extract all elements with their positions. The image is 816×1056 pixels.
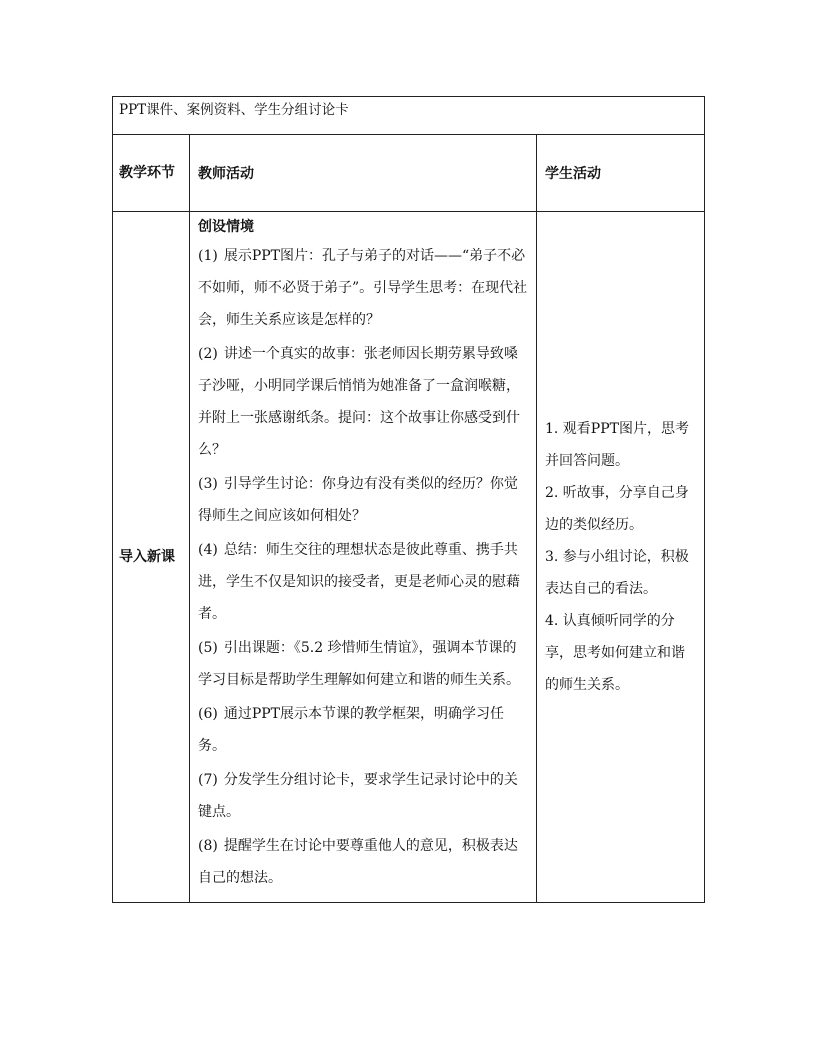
teacher-activity-item xyxy=(198,240,528,336)
item-number: (1) xyxy=(198,248,218,264)
header-stage: 教学环节 xyxy=(113,135,190,212)
teacher-activity-cell xyxy=(190,212,537,903)
student-activity-item: 1. 观看PPT图片，思考并回答问题。 xyxy=(545,421,689,469)
student-activity-item: 2. 听故事，分享自己身边的类似经历。 xyxy=(545,485,689,533)
item-text: 提醒学生在讨论中要尊重他人的意见，积极表达自己的想法。 xyxy=(198,838,518,886)
teacher-activity-item xyxy=(198,764,528,828)
teacher-activity-item xyxy=(198,468,528,532)
teacher-activity-item xyxy=(198,698,528,762)
teacher-activity-item xyxy=(198,338,528,466)
item-number: (5) xyxy=(198,640,218,656)
teacher-activity-item xyxy=(198,632,528,696)
item-number: (2) xyxy=(198,346,218,362)
section-title: 创设情境 xyxy=(198,219,254,235)
item-text: 分发学生分组讨论卡，要求学生记录讨论中的关键点。 xyxy=(198,772,518,820)
header-student-activity: 学生活动 xyxy=(537,135,705,212)
student-activity-list xyxy=(545,413,696,701)
item-text: 讲述一个真实的故事：张老师因长期劳累导致嗓子沙哑，小明同学课后悄悄为她准备了一盒润喉糖，并附上一张感谢纸条。提问：这个故事让你感受到什么？ xyxy=(198,346,520,458)
item-number: (7) xyxy=(198,772,218,788)
table-row xyxy=(113,212,705,903)
student-activity-item: 3. 参与小组讨论，积极表达自己的看法。 xyxy=(545,549,689,597)
item-text: 引导学生讨论：你身边有没有类似的经历？你觉得师生之间应该如何相处？ xyxy=(198,476,518,524)
item-text: 通过PPT展示本节课的教学框架，明确学习任务。 xyxy=(198,706,505,754)
teacher-activity-item xyxy=(198,830,528,894)
item-text: 引出课题：《5.2 珍惜师生情谊》，强调本节课的学习目标是帮助学生理解如何建立和谐的师生关系。 xyxy=(198,640,520,688)
materials-row xyxy=(113,97,705,135)
item-text: 展示PPT图片：孔子与弟子的对话——“弟子不必不如师，师不必贤于弟子”。引导学生思考：在现代社会，师生关系应该是怎样的？ xyxy=(198,248,528,328)
header-row xyxy=(113,135,705,212)
lesson-plan-table xyxy=(112,96,705,903)
item-number: (6) xyxy=(198,706,218,722)
item-number: (4) xyxy=(198,542,218,558)
item-text: 总结：师生交往的理想状态是彼此尊重、携手共进，学生不仅是知识的接受者，更是老师心灵的慰藉者。 xyxy=(198,542,520,622)
stage-cell: 导入新课 xyxy=(113,212,190,903)
header-teacher-activity: 教师活动 xyxy=(190,135,537,212)
item-number: (8) xyxy=(198,838,218,854)
teacher-activity-item xyxy=(198,534,528,630)
materials-cell: PPT课件、案例资料、学生分组讨论卡 xyxy=(113,97,705,135)
item-number: (3) xyxy=(198,476,218,492)
student-activity-item: 4. 认真倾听同学的分享，思考如何建立和谐的师生关系。 xyxy=(545,613,685,693)
student-activity-cell xyxy=(537,212,705,903)
teacher-activity-list xyxy=(198,240,528,894)
